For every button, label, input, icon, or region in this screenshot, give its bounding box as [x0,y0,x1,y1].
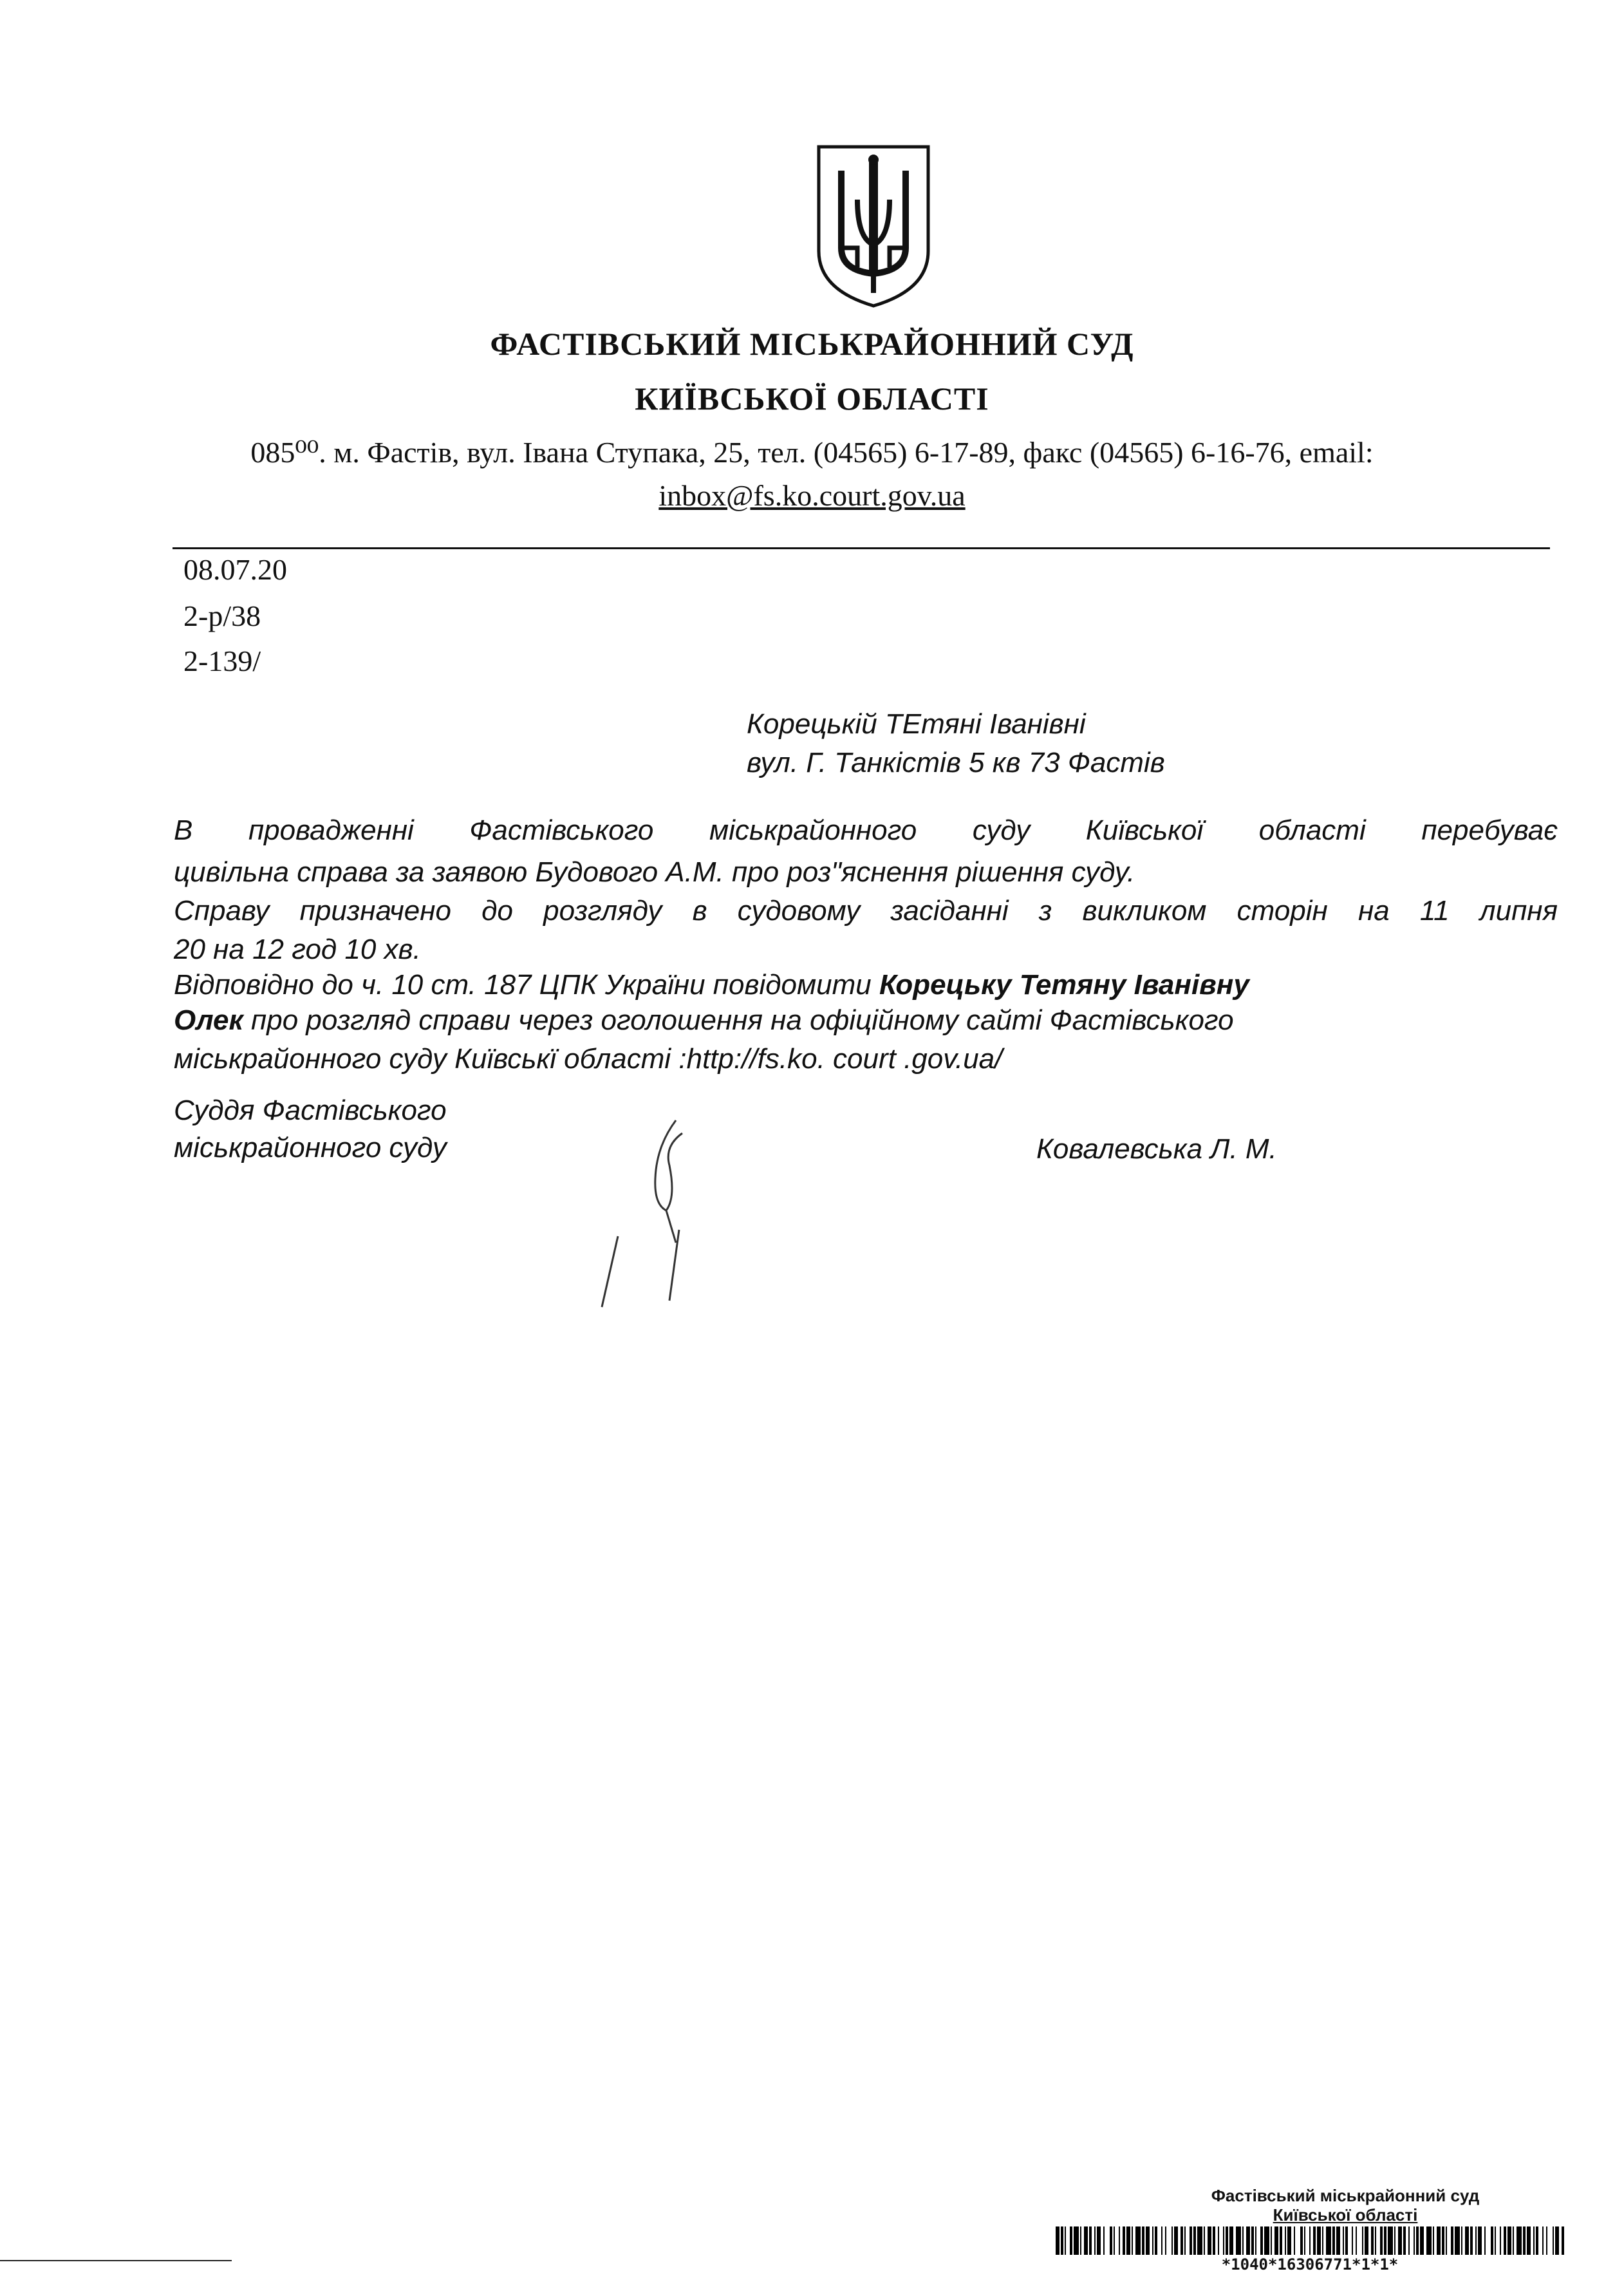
body-line-6 [174,1004,1532,1037]
court-email-link[interactable]: inbox@fs.ko.court.gov.ua [658,479,966,512]
header-divider [173,547,1550,549]
judge-name: Ковалевська Л. М. [1036,1133,1277,1165]
court-region: КИЇВСЬКОЇ ОБЛАСТІ [635,381,989,417]
footer-divider [0,2260,232,2261]
body-line-5-text: Відповідно до ч. 10 ст. 187 ЦПК України повідомити [174,969,880,1001]
court-address: 085⁰⁰. м. Фастів, вул. Івана Ступака, 25, тел. (04565) 6-17-89, факс (04565) 6-16-76, email: [250,436,1374,469]
barcode-icon [1056,2226,1564,2255]
body-line-6-text: про розгляд справи через оголошення на офіційному сайті Фастівського [243,1004,1234,1036]
body-line-7: міськрайонного суду Київськї області :http://fs.ko. court .gov.ua/ [174,1043,1003,1075]
judge-title-line-2: міськрайонного суду [174,1132,447,1163]
judge-title-line-1: Суддя Фастівського [174,1095,447,1126]
case-number-2: 2-139/ [183,645,261,677]
barcode-number: *1040*16306771*1*1* [1221,2255,1399,2273]
addressee-name: Корецькій ТЕтяні Іванівні [747,708,1086,740]
body-line-6-bold: Олек [174,1004,243,1036]
addressee-address: вул. Г. Танкістів 5 кв 73 Фастів [747,747,1165,778]
court-name: ФАСТІВСЬКИЙ МІСЬКРАЙОННИЙ СУД [490,326,1134,362]
letter-date: 08.07.20 [183,553,287,586]
body-line-3: Справу призначено до розгляду в судовому засіданні з викликом сторін на 11 липня [174,895,1558,927]
trident-coat-of-arms-icon [812,142,935,309]
handwritten-signature-icon [579,1107,747,1339]
body-line-5 [174,969,1455,1001]
stamp-court-region: Київської області [1273,2205,1418,2225]
stamp-court-name: Фастівський міськрайонний суд [1211,2186,1480,2205]
body-line-4: 20 на 12 год 10 хв. [174,934,421,965]
case-number-1: 2-р/38 [183,599,261,632]
notified-person-name: Корецьку Тетяну Іванівну [879,969,1249,1001]
body-line-1: В провадженні Фастівського міськрайонного суду Київської області перебуває [174,814,1558,846]
body-line-2: цивільна справа за заявою Будового А.М. про роз"яснення рішення суду. [174,856,1135,888]
